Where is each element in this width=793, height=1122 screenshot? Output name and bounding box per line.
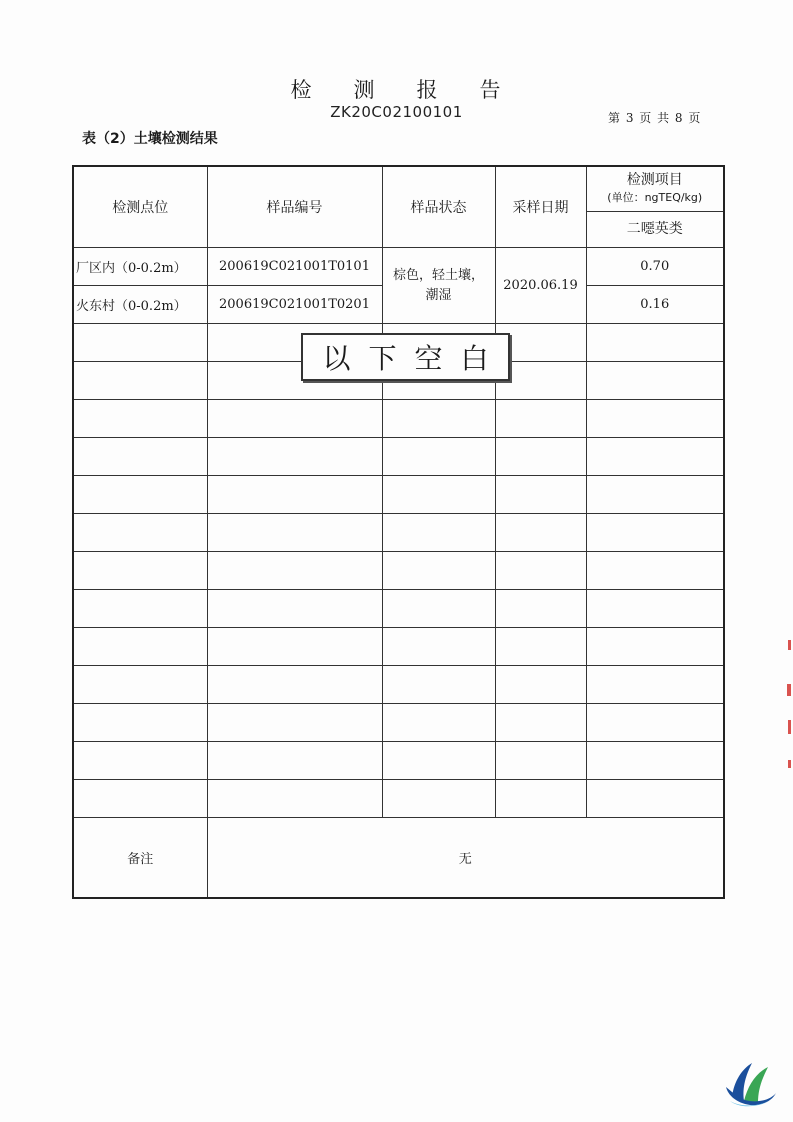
empty-row (73, 704, 724, 742)
title-char: 报 (416, 78, 440, 102)
empty-row (73, 628, 724, 666)
company-leaf-logo-icon (722, 1057, 778, 1109)
cell-value: 0.70 (586, 248, 724, 286)
edge-mark (787, 684, 791, 696)
title-char: 检 (290, 78, 314, 102)
table-header-row (73, 166, 724, 248)
page-number: 第 3 页 共 8 页 (608, 111, 702, 125)
blank-below-stamp: 以下空白 (301, 333, 510, 381)
empty-row (73, 476, 724, 514)
title-char: 告 (479, 78, 503, 102)
table-row (73, 248, 724, 286)
header-sample-no: 样品编号 (207, 166, 382, 248)
report-title (0, 74, 793, 104)
cell-value: 0.16 (586, 286, 724, 324)
empty-row (73, 514, 724, 552)
header-location: 检测点位 (73, 166, 207, 248)
empty-row (73, 666, 724, 704)
cell-sample-no: 200619C021001T0101 (207, 248, 382, 286)
header-state: 样品状态 (382, 166, 495, 248)
header-item-label: 检测项目 (626, 172, 683, 188)
empty-row (73, 742, 724, 780)
cell-sample-no: 200619C021001T0201 (207, 286, 382, 324)
empty-row (73, 438, 724, 476)
empty-row (73, 400, 724, 438)
edge-mark (788, 760, 791, 768)
header-analyte: 二噁英类 (626, 221, 683, 237)
results-table (72, 165, 725, 899)
remarks-row (73, 818, 724, 898)
table-title: 表（2）土壤检测结果 (82, 131, 218, 147)
header-unit: (单位：ngTEQ/kg) (607, 191, 703, 204)
header-item (586, 166, 724, 248)
report-number: ZK20C02100101 (330, 103, 463, 121)
empty-row (73, 590, 724, 628)
empty-row (73, 552, 724, 590)
header-date: 采样日期 (495, 166, 586, 248)
title-char: 测 (353, 78, 377, 102)
cell-location: 厂区内（0-0.2m） (73, 248, 207, 286)
cell-state: 棕色，轻土壤，潮湿 (382, 248, 495, 324)
cell-location: 火东村（0-0.2m） (73, 286, 207, 324)
remarks-value: 无 (207, 818, 724, 898)
empty-row (73, 780, 724, 818)
edge-mark (788, 640, 791, 650)
edge-mark (788, 720, 791, 734)
remarks-label: 备注 (73, 818, 207, 898)
cell-date: 2020.06.19 (495, 248, 586, 324)
